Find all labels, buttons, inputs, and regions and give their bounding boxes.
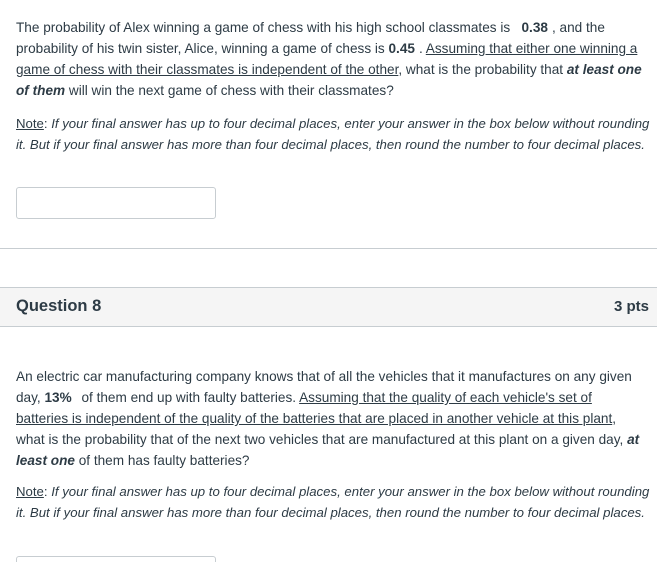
- q8-answer-box[interactable]: [16, 556, 216, 562]
- q7-text-part: .: [418, 41, 423, 56]
- q7-alex-probability: 0.38: [521, 20, 548, 35]
- q7-text-part: will win the next game of chess with their classmates?: [68, 83, 394, 98]
- q8-note-body: If your final answer has up to four decimal places, enter your answer in the box below without rounding it. But if your final answer has more than four decimal places, then round the number to four decimal places.: [16, 484, 650, 520]
- q7-answer-box[interactable]: [16, 187, 216, 219]
- q8-text-part: of them has faulty batteries?: [78, 453, 250, 468]
- q8-note: [16, 481, 652, 523]
- q8-emphasis: at least one: [16, 432, 640, 468]
- question-7-text: [16, 17, 644, 101]
- q7-independence-assumption: Assuming that either one winning a game of chess with their classmates is independent of the other: [16, 41, 638, 77]
- q8-text-part: of them end up with faulty batteries.: [81, 390, 297, 405]
- q8-independence-assumption: Assuming that the quality of each vehicle's set of batteries is independent of the quality of the batteries that are placed in another vehicle at this plant: [16, 390, 613, 426]
- question-8-points: 3 pts: [613, 298, 649, 315]
- q7-text-part: , what is the probability that: [398, 62, 564, 77]
- q8-text-part: An electric car manufacturing company knows that of all the vehicles that it manufactures on any given day,: [16, 369, 632, 405]
- q8-text-part: , what is the probability that of the next two vehicles that are manufactured at this plant on a given day,: [16, 411, 624, 447]
- q7-emphasis: at least one of them: [16, 62, 642, 98]
- q7-text-part: , and the probability of his twin sister, Alice, winning a game of chess is: [16, 20, 605, 56]
- q8-faulty-percent: 13%: [44, 390, 72, 405]
- question-8-header: [0, 287, 657, 327]
- q7-note-label: Note: [16, 116, 44, 131]
- q7-note-colon: :: [43, 116, 48, 131]
- question-divider: [0, 248, 657, 249]
- q8-note-colon: :: [43, 484, 48, 499]
- question-8-title: Question 8: [16, 297, 102, 315]
- q7-alice-probability: 0.45: [388, 41, 415, 56]
- q7-note: [16, 113, 652, 155]
- q8-note-label: Note: [16, 484, 44, 499]
- q7-answer-input[interactable]: [17, 188, 215, 218]
- question-8-text: [16, 366, 644, 471]
- q8-answer-input[interactable]: [17, 557, 215, 562]
- q7-note-body: If your final answer has up to four decimal places, enter your answer in the box below without rounding it. But if your final answer has more than four decimal places, then round the number to four decimal places.: [16, 116, 650, 152]
- q7-text-part: The probability of Alex winning a game of chess with his high school classmates is: [16, 20, 511, 35]
